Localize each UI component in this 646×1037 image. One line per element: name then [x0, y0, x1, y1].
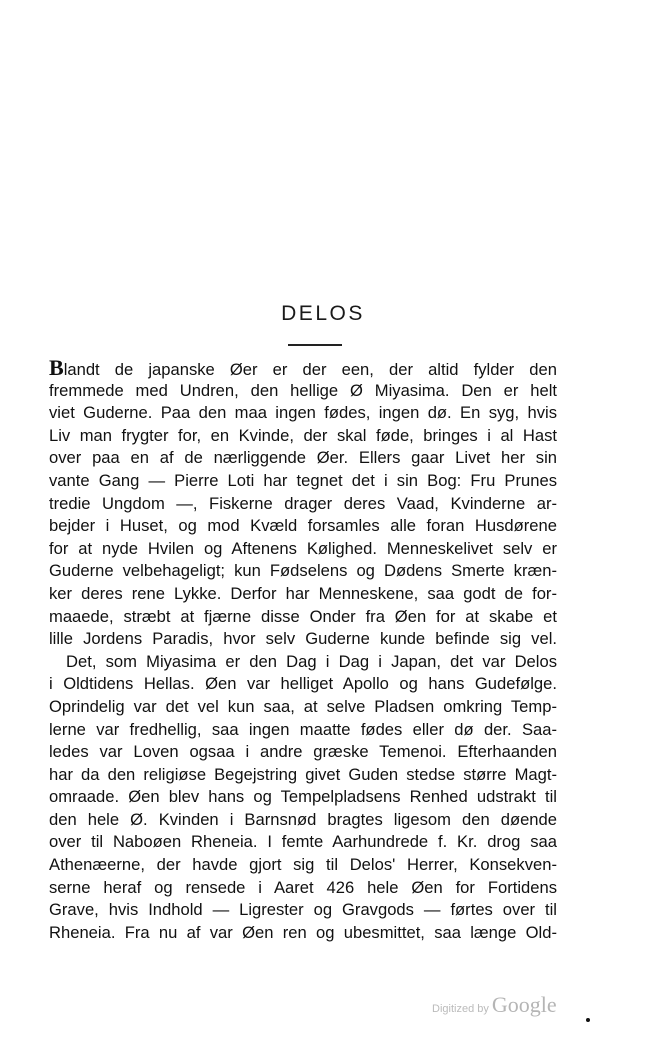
line-text: serne heraf og rensede i Aaret 426 hele Øen for Fortidens [49, 877, 557, 897]
line-text: Det, som Miyasima er den Dag i Dag i Japan, det var Delos [66, 651, 557, 671]
text-line [49, 673, 557, 696]
line-text: Oprindelig var det vel kun saa, at selve Pladsen omkring Temp- [49, 696, 557, 716]
line-text: Grave, hvis Indhold — Ligrester og Gravgods — førtes over til [49, 900, 557, 920]
text-line [49, 741, 557, 764]
text-line [49, 402, 557, 425]
line-text: Guderne velbehageligt; kun Fødselens og Dødens Smerte kræn- [49, 561, 557, 581]
line-text: tredie Ungdom —, Fiskerne drager deres Vaad, Kvinderne ar- [49, 493, 557, 513]
line-text: over paa en af de nærliggende Øer. Ellers gaar Livet her sin [49, 448, 557, 468]
text-line [49, 786, 557, 809]
line-text: lerne var fredhellig, saa ingen maatte fødes eller dø der. Saa- [49, 719, 557, 739]
watermark-prefix: Digitized by [432, 1003, 489, 1015]
text-line [49, 877, 557, 900]
drop-cap: B [49, 355, 64, 380]
line-text: maaede, stræbt at fjærne disse Onder fra Øen for at skabe et [49, 606, 557, 626]
line-text: viet Guderne. Paa den maa ingen fødes, ingen dø. En syg, hvis [49, 403, 557, 423]
text-line [49, 380, 557, 403]
text-line [49, 538, 557, 561]
digitized-watermark [432, 992, 557, 1018]
text-line [49, 357, 557, 380]
text-line [49, 809, 557, 832]
chapter-title: DELOS [281, 302, 365, 325]
text-line [49, 425, 557, 448]
text-line [49, 922, 557, 945]
line-text: ker deres rene Lykke. Derfor har Menneskene, saa godt de for- [49, 583, 557, 603]
line-text: for at nyde Hvilen og Aftenens Kølighed. Menneskelivet selv er [49, 538, 557, 558]
line-text: bejder i Huset, og mod Kvæld forsamles alle foran Husdørene [49, 516, 557, 536]
text-line [49, 696, 557, 719]
line-text: har da den religiøse Begejstring givet Guden stedse større Magt- [49, 764, 557, 784]
text-line [49, 831, 557, 854]
google-logo: Google [491, 992, 557, 1017]
line-text: i Oldtidens Hellas. Øen var helliget Apollo og hans Gudefølge. [49, 674, 557, 694]
text-line [49, 493, 557, 516]
text-line [49, 899, 557, 922]
body-text [49, 357, 557, 944]
text-line [49, 854, 557, 877]
page-mark [586, 1018, 590, 1022]
text-line [49, 651, 557, 674]
text-line [49, 606, 557, 629]
line-text: over til Naboøen Rheneia. I femte Aarhundrede f. Kr. drog saa [49, 832, 557, 852]
line-text: landt de japanske Øer er der een, der altid fylder den [63, 360, 557, 379]
title-rule [288, 344, 342, 346]
line-text: Athenæerne, der havde gjort sig til Delos' Herrer, Konsekven- [49, 855, 557, 875]
line-text: ledes var Loven ogsaa i andre græske Temenoi. Efterhaanden [49, 742, 557, 762]
line-text: den hele Ø. Kvinden i Barnsnød bragtes ligesom den døende [49, 809, 557, 829]
text-line [49, 515, 557, 538]
text-line [49, 470, 557, 493]
text-line [49, 560, 557, 583]
line-text: vante Gang — Pierre Loti har tegnet det i sin Bog: Fru Prunes [49, 470, 557, 490]
line-text: fremmede med Undren, den hellige Ø Miyasima. Den er helt [49, 380, 557, 400]
text-line [49, 628, 557, 651]
line-text: omraade. Øen blev hans og Tempelpladsens Renhed udstrakt til [49, 787, 557, 807]
line-text: Rheneia. Fra nu af var Øen ren og ubesmittet, saa længe Old- [49, 922, 557, 942]
line-text: lille Jordens Paradis, hvor selv Guderne kunde befinde sig vel. [49, 629, 557, 649]
text-line [49, 447, 557, 470]
text-line [49, 764, 557, 787]
text-line [49, 583, 557, 606]
text-line [49, 719, 557, 742]
line-text: Liv man frygter for, en Kvinde, der skal føde, bringes i al Hast [49, 425, 557, 445]
